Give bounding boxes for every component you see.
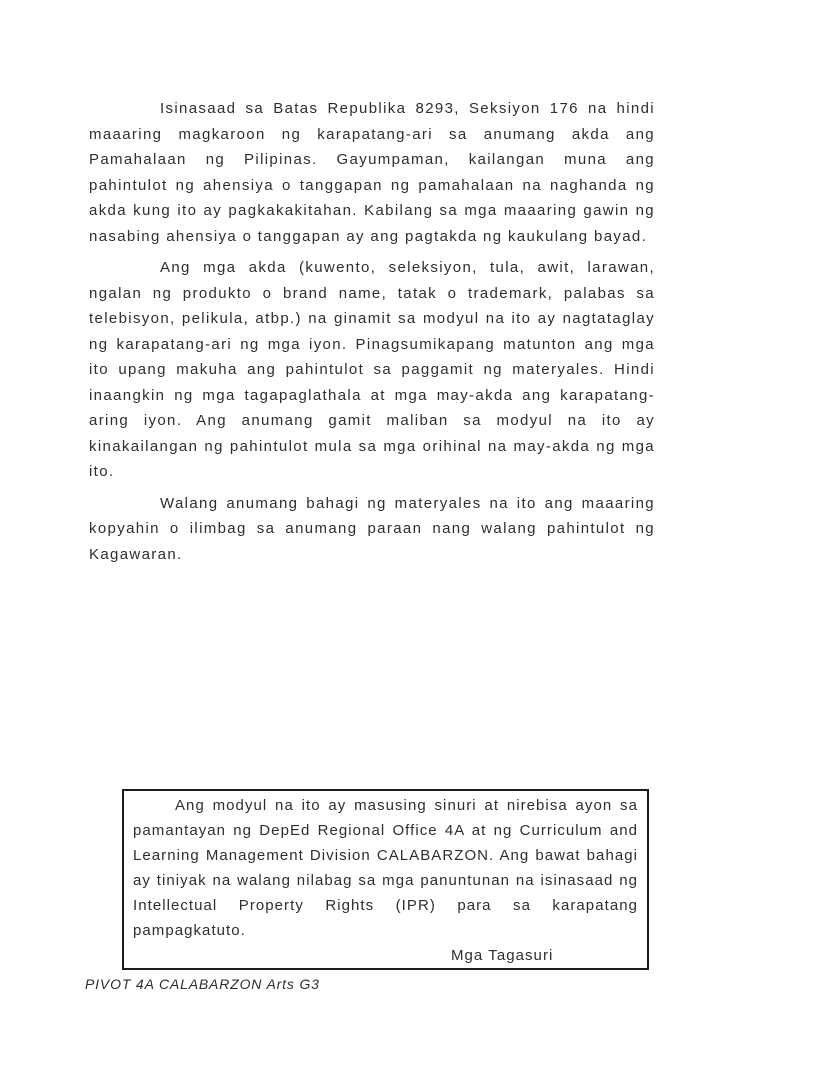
paragraph-works-attribution: Ang mga akda (kuwento, seleksiyon, tula, awit, larawan, ngalan ng produkto o brand name, tatak o trademark, palabas sa telebisyon, pelikula, atbp.) na ginamit sa modyul na ito ay nagtataglay ng karapatang-ari ng mga iyon. Pinagsumikapang matunton ang mga ito upang makuha ang pahintulot sa paggamit ng materyales. Hindi inaangkin ng mga tagapaglathala at mga may-akda ang karapatang-aring iyon. Ang anumang gamit maliban sa modyul na ito ay kinakailangan ng pahintulot mula sa mga orihinal na may-akda ng mga ito.	[89, 259, 655, 480]
paragraph-copyright-law: Isinasaad sa Batas Republika 8293, Seksiyon 176 na hindi maaaring magkaroon ng karapatang-ari sa anumang akda ang Pamahalaan ng Pilipinas. Gayumpaman, kailangan muna ang pahintulot ng ahensiya o tanggapan ng pamahalaan na naghanda ng akda kung ito ay pagkakakitahan. Kabilang sa mga maaaring gawin ng nasabing ahensiya o tanggapan ay ang pagtakda ng kaukulang bayad.	[89, 100, 655, 245]
review-certification-box	[122, 789, 649, 970]
page-footer-label: PIVOT 4A CALABARZON Arts G3	[85, 976, 320, 992]
paragraph-no-reproduction: Walang anumang bahagi ng materyales na ito ang maaaring kopyahin o ilimbag sa anumang paraan nang walang pahintulot ng Kagawaran.	[89, 494, 655, 563]
review-box-signature: Mga Tagasuri	[451, 947, 554, 964]
review-box-text: Ang modyul na ito ay masusing sinuri at nirebisa ayon sa pamantayan ng DepEd Regional Office 4A at ng Curriculum and Learning Management Division CALABARZON. Ang bawat bahagi ay tiniyak na walang nilabag sa mga panuntunan na isinasaad ng Intellectual Property Rights (IPR) para sa karapatang pampagkatuto.	[133, 797, 638, 939]
copyright-text-block	[89, 96, 655, 573]
